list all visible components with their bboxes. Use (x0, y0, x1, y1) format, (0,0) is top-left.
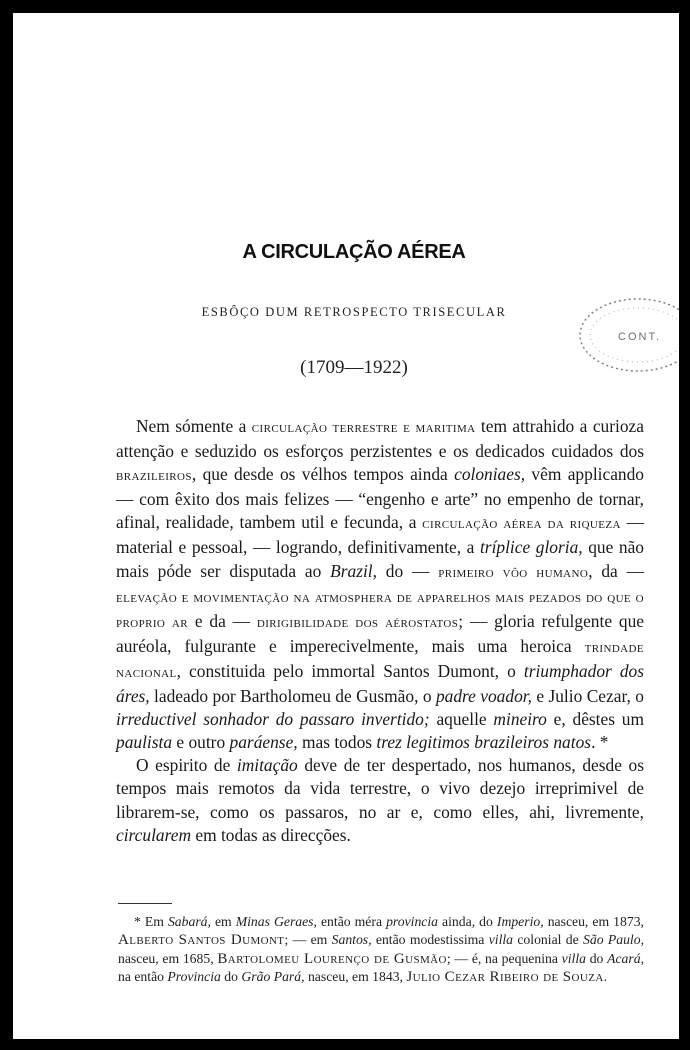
text-run: deve de ter despertado, nos humanos, desde os tempos mais remotos da vida terrestre, o vivo dezejo irreprimivel de librarem-se, como os passaros, no ar e, como elles, ahi, livremente, (116, 755, 644, 822)
text-run: * Em (134, 914, 168, 929)
article-subtitle: ESBÔÇO DUM RETROSPECTO TRISECULAR (201, 305, 507, 319)
small-caps-text: elevação e movimentação na atmosphera de apparelhos mais pezados do que o proprio ar (116, 589, 644, 631)
body-paragraph (116, 415, 644, 754)
text-run: . * (591, 732, 609, 753)
text-run: colonial de (513, 931, 584, 947)
small-caps-text: Julio Cezar Ribeiro de Souza (406, 969, 604, 986)
text-run: , que desde os vélhos tempos ainda (191, 464, 455, 485)
text-run: então méra (316, 914, 387, 929)
text-run: ladeado por Bartholomeu de Gusmão, o (149, 686, 436, 707)
text-run: O espirito de (136, 755, 237, 776)
text-run: vêm applicando — com êxito dos mais felizes — “engenho e arte” no empenho de tornar, afinal, realidade, tambem util e fecunda, a (116, 464, 645, 533)
small-caps-text: Bartolomeu Lourenço de Gusmão (217, 950, 447, 967)
text-run: , constituida pelo immortal Santos Dumont, o (176, 660, 524, 681)
text-run: . (603, 969, 608, 985)
small-caps-text: dirigibilidade dos aérostatos (256, 614, 459, 631)
italic-text: paráense, (229, 732, 298, 753)
article-dates: (1709—1922) (300, 357, 408, 378)
text-run: aquelle (429, 709, 494, 730)
italic-text: Imperio, (496, 914, 544, 929)
italic-text: paulista (116, 732, 173, 753)
small-caps-text: circulação terrestre e maritima (251, 420, 476, 436)
italic-text: irreductivel sonhador do passaro invertido; (116, 709, 430, 730)
small-caps-text: Alberto Santos Dumont (118, 931, 285, 948)
library-stamp-icon (576, 291, 679, 383)
footnote-text (118, 913, 644, 987)
text-run: do (220, 969, 242, 985)
text-run: em todas as direcções. (191, 824, 351, 845)
text-run: nasceu, em 1843, (304, 969, 407, 985)
italic-text: Minas Geraes, (235, 914, 317, 929)
footnote (118, 913, 644, 987)
text-run: na então (118, 969, 168, 985)
small-caps-text: primeiro vôo humano (438, 564, 589, 581)
text-run: nasceu, em 1873, (543, 914, 644, 929)
italic-text: Sabará, (167, 914, 211, 929)
italic-text: padre voador, (435, 686, 532, 707)
stamp-text: CONT. (618, 331, 661, 343)
text-run: tem attrahido a curioza attenção e seduzido os esforços perzistentes e os dedicados cuidados dos (116, 416, 644, 462)
footnote-rule (118, 903, 172, 904)
text-run: ; — gloria refulgente que auréola, fulgurante e imperecivelmente, mais uma heroica (116, 610, 644, 656)
text-run: e, dêstes um (546, 709, 644, 730)
italic-text: circularem (116, 824, 192, 845)
article-title: A CIRCULAÇÃO AÉREA (242, 241, 466, 263)
text-run: do (585, 950, 608, 966)
text-run: nasceu, em 1685, (118, 950, 218, 966)
text-run: , da — (588, 560, 644, 581)
italic-text: villa (488, 931, 514, 947)
text-run: e Julio Cezar, o (531, 686, 644, 707)
body-paragraph (116, 754, 644, 846)
italic-text: Provincia (167, 969, 221, 985)
text-run: ; — é, na pequenina (446, 950, 562, 966)
italic-text: tríplice gloria, (479, 537, 583, 558)
text-run: mas todos (297, 732, 377, 753)
text-run: ; — em (284, 931, 332, 947)
text-run: e outro (172, 732, 230, 753)
small-caps-text: brazileiros (116, 468, 192, 485)
italic-text: triumphador dos áres, (116, 660, 645, 707)
italic-text: coloniaes, (454, 464, 526, 485)
text-run: e da — (187, 610, 257, 631)
text-run: então modestissima (371, 931, 489, 947)
italic-text: São Paulo, (583, 931, 644, 947)
text-run: que não mais póde ser disputada ao (116, 537, 644, 581)
article-body (116, 415, 644, 847)
small-caps-text: circulação aérea da riqueza (422, 516, 621, 533)
italic-text: imitação (236, 755, 298, 776)
small-caps-text: trindade nacional (116, 639, 644, 681)
italic-text: Grão Pará, (241, 969, 305, 985)
italic-text: Acará, (607, 950, 644, 966)
italic-text: trez legitimos brazileiros natos (376, 732, 592, 753)
text-run: Nem sómente a (136, 416, 252, 436)
italic-text: Santos, (331, 931, 372, 947)
text-run: em (210, 914, 236, 929)
text-run: ainda, do (438, 914, 497, 929)
italic-text: Brazil, (330, 560, 377, 581)
italic-text: villa (561, 950, 586, 966)
italic-text: mineiro (493, 709, 547, 730)
document-page (13, 13, 679, 1039)
text-run: do — (376, 560, 439, 581)
text-run: — material e pessoal, — logrando, definitivamente, a (116, 512, 644, 558)
italic-text: provincia (386, 914, 439, 929)
